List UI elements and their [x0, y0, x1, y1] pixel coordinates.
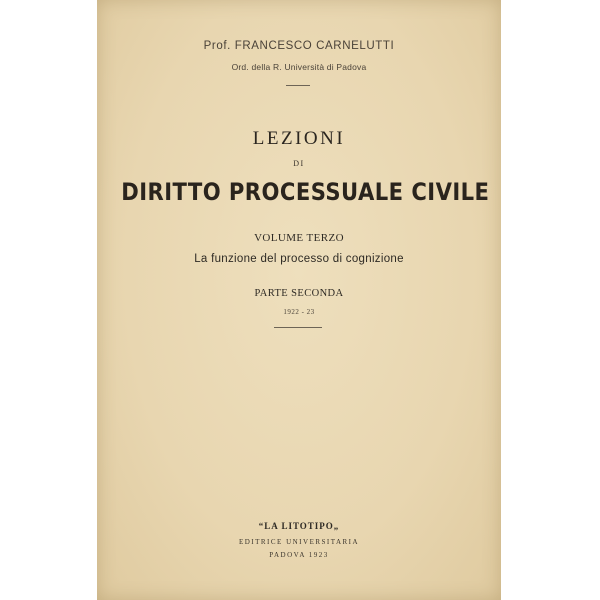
author-affiliation: Ord. della R. Università di Padova: [231, 62, 367, 72]
divider-rule: [286, 85, 310, 86]
publisher-description: EDITRICE UNIVERSITARIA: [238, 538, 360, 546]
publication-place-year: PADOVA 1923: [269, 551, 329, 559]
academic-years: 1922 - 23: [283, 308, 315, 316]
divider-rule-lower: [274, 327, 322, 328]
volume-label: VOLUME TERZO: [254, 232, 344, 244]
title-line-lezioni: LEZIONI: [252, 128, 346, 149]
publisher-name: “LA LITOTIPO„: [258, 521, 340, 531]
book-page: [97, 0, 501, 600]
part-label: PARTE SECONDA: [254, 288, 344, 299]
main-title: DIRITTO PROCESSUALE CIVILE: [121, 178, 490, 206]
title-connector: DI: [293, 159, 305, 168]
author-name: Prof. FRANCESCO CARNELUTTI: [203, 40, 395, 52]
volume-subtitle: La funzione del processo di cognizione: [194, 253, 404, 265]
